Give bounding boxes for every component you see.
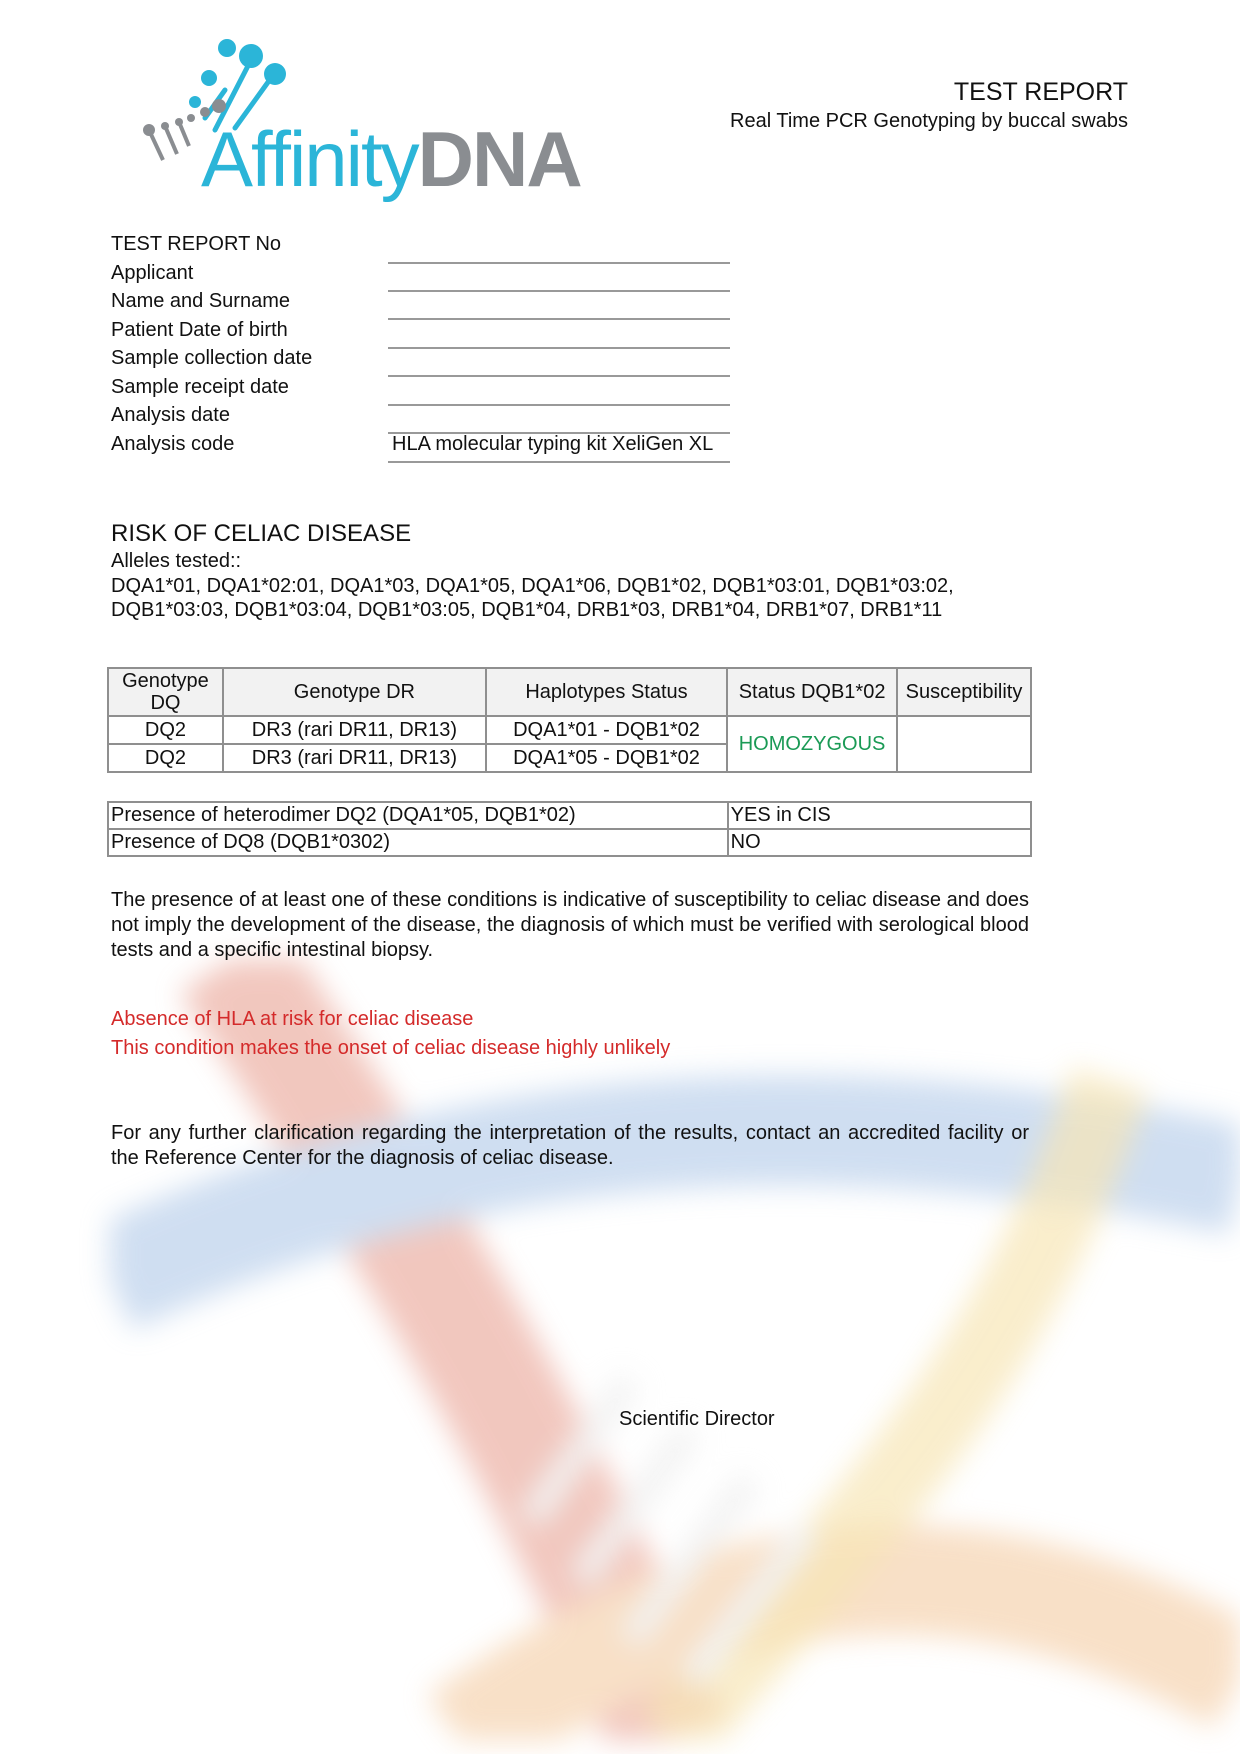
dna-watermark-image bbox=[110, 960, 1240, 1740]
genotype-table bbox=[107, 667, 1032, 773]
analysis-code-value: HLA molecular typing kit XeliGen XL bbox=[392, 433, 714, 455]
section-title: RISK OF CELIAC DISEASE bbox=[111, 520, 412, 547]
cell-dr: DR3 (rari DR11, DR13) bbox=[223, 716, 486, 744]
cell-dq: DQ2 bbox=[108, 716, 223, 744]
report-title: TEST REPORT bbox=[953, 78, 1128, 106]
logo-wordmark bbox=[201, 115, 581, 203]
cell-dr: DR3 (rari DR11, DR13) bbox=[223, 744, 486, 772]
presence-label: Presence of heterodimer DQ2 (DQA1*05, DQB1*02) bbox=[108, 802, 728, 829]
header-genotype-dr: Genotype DR bbox=[223, 668, 486, 716]
presence-value: YES in CIS bbox=[728, 802, 1031, 829]
info-underline bbox=[388, 404, 730, 406]
table-header-row bbox=[108, 668, 1031, 716]
clarification-paragraph: For any further clarification regarding the interpretation of the results, contact an accredited facility or the Reference Center for the diagnosis of celiac disease. bbox=[111, 1122, 1029, 1169]
interpretation-paragraph: The presence of at least one of these conditions is indicative of susceptibility to celiac disease and does not imply the development of the disease, the diagnosis of which must be verified with serological blood tests and a specific intestinal biopsy. bbox=[111, 889, 1029, 961]
presence-table bbox=[107, 801, 1032, 857]
cell-susceptibility bbox=[897, 716, 1031, 772]
info-label: Patient Date of birth bbox=[111, 319, 288, 341]
info-label: TEST REPORT No bbox=[111, 233, 282, 255]
logo-dna: DNA bbox=[417, 115, 581, 203]
scientific-director-label: Scientific Director bbox=[619, 1408, 775, 1430]
info-label: Sample receipt date bbox=[111, 376, 289, 398]
header-status-dqb1: Status DQB1*02 bbox=[727, 668, 897, 716]
info-underline bbox=[388, 262, 730, 264]
table-row bbox=[108, 829, 1031, 856]
cell-haplotype: DQA1*05 - DQB1*02 bbox=[486, 744, 727, 772]
info-label: Analysis date bbox=[111, 404, 230, 426]
info-underline bbox=[388, 461, 730, 463]
cell-status-dqb1: HOMOZYGOUS bbox=[727, 716, 897, 772]
cell-dq: DQ2 bbox=[108, 744, 223, 772]
info-underline bbox=[388, 347, 730, 349]
info-label: Analysis code bbox=[111, 433, 235, 455]
alleles-list: DQA1*01, DQA1*02:01, DQA1*03, DQA1*05, DQA1*06, DQB1*02, DQB1*03:01, DQB1*03:02, DQB1*03:03, DQB1*03:04, DQB1*03:05, DQB1*04, DRB1*03, DRB1*04, DRB1*07, DRB1*11 bbox=[111, 575, 954, 621]
table-row bbox=[108, 802, 1031, 829]
alleles-label: Alleles tested:: bbox=[111, 550, 242, 572]
presence-value: NO bbox=[728, 829, 1031, 856]
header-haplotypes-status: Haplotypes Status bbox=[486, 668, 727, 716]
header-susceptibility: Susceptibility bbox=[897, 668, 1031, 716]
info-underline bbox=[388, 375, 730, 377]
report-subtitle: Real Time PCR Genotyping by buccal swabs bbox=[730, 110, 1128, 132]
info-label: Name and Surname bbox=[111, 290, 290, 312]
info-label: Sample collection date bbox=[111, 347, 313, 369]
cell-haplotype: DQA1*01 - DQB1*02 bbox=[486, 716, 727, 744]
logo-affinity: Affinity bbox=[201, 115, 418, 203]
result-line-1: Absence of HLA at risk for celiac disease bbox=[111, 1008, 474, 1030]
info-label: Applicant bbox=[111, 262, 194, 284]
table-row bbox=[108, 716, 1031, 744]
info-underline bbox=[388, 318, 730, 320]
affinity-dna-logo bbox=[135, 20, 581, 203]
header-genotype-dq: Genotype DQ bbox=[108, 668, 223, 716]
info-underline bbox=[388, 290, 730, 292]
presence-label: Presence of DQ8 (DQB1*0302) bbox=[108, 829, 728, 856]
result-line-2: This condition makes the onset of celiac disease highly unlikely bbox=[111, 1037, 671, 1059]
